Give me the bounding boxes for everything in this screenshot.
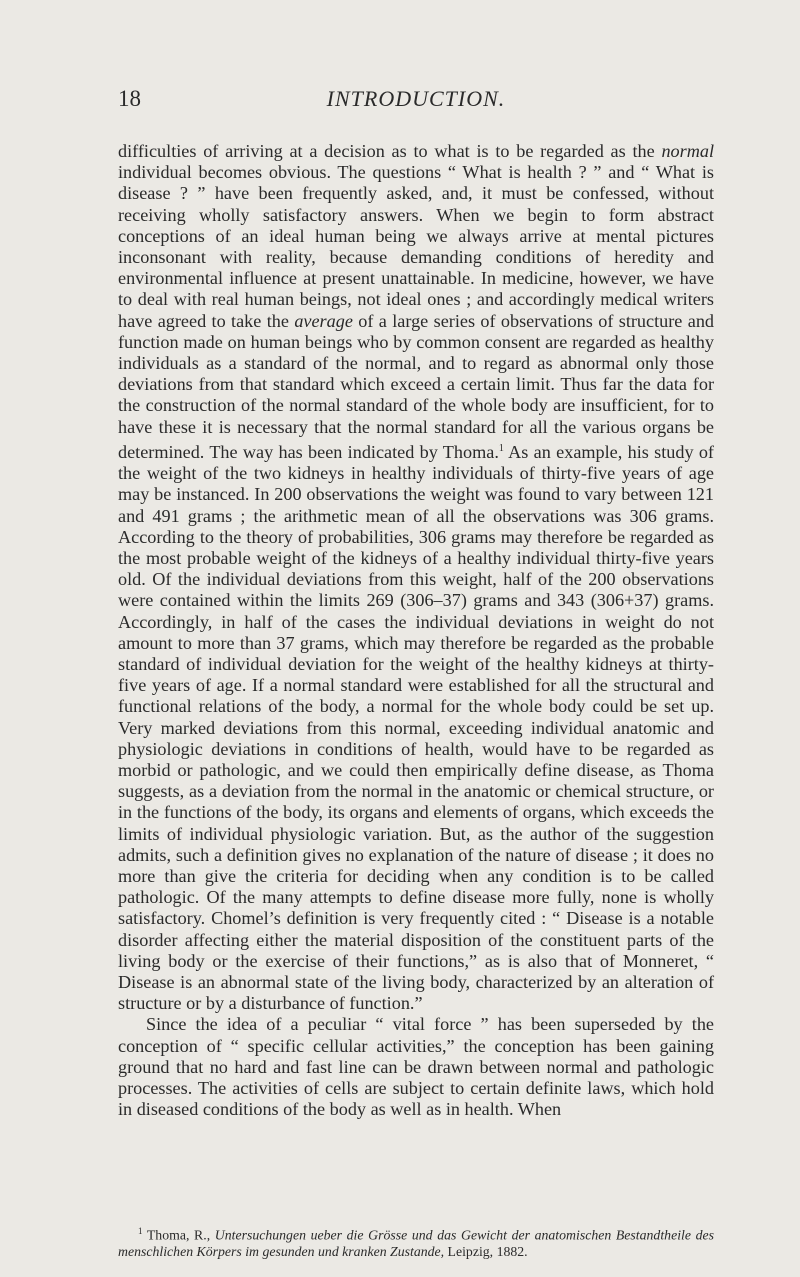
footnote-place: Leipzig, 1882.: [444, 1243, 528, 1259]
footnote-mark: 1: [138, 1226, 143, 1236]
footnote-reference: 1: [498, 442, 504, 454]
p1-emphasis-normal: normal: [661, 141, 714, 161]
p1-text-d: As an example, his study of the weight of the two kidneys in healthy individuals of thirty-five years of age may be instanced. In 200 observations the weight was found to vary between 121 and 491 grams ; the arithmetic mean of all the observations was 306 grams. According to the theory of probabilities, 306 grams may therefore be regarded as the most probable weight of the kidneys of a healthy individual thirty-five years old. Of the individual deviations from this weight, half of the 200 observations were contained within the limits 269 (306–37) grams and 343 (306+37) grams. Accordingly, in half of the cases the individual deviations in weight do not amount to more than 37 grams, which may therefore be regarded as the probable standard of individual deviation for the weight of the healthy kidneys at thirty-five years of age. If a normal standard were established for all the structural and functional relations of the body, a normal for the whole body could be set up. Very marked deviations from this normal, exceeding individual anatomic and physiologic deviations in conditions of health, would have to be regarded as morbid or pathologic, and we could then empirically define disease, as Thoma suggests, as a deviation from the normal in the anatomic or chemical structure, or in the functions of the body, its organs and elements of organs, which exceeds the limits of individual physiologic variation. But, as the author of the suggestion admits, such a definition gives no explanation of the nature of disease ; it does no more than give the criteria for deciding when any condition is to be called pathologic. Of the many attempts to define disease more fully, none is wholly satisfactory. Chomel’s definition is very frequently cited : “ Disease is a notable disorder affecting either the material disposition of the constituent parts of the living body or the exercise of their functions,” as is also that of Monneret, “ Disease is an abnormal state of the living body, characterized by an alteration of structure or by a disturbance of function.”: [118, 441, 714, 1014]
footnote: [118, 1223, 714, 1260]
p1-text-b: individual becomes obvious. The questions “ What is health ? ” and “ What is disease ? ” have been frequently asked, and, it must be confessed, without receiving wholly satisfactory answers. When we begin to form abstract conceptions of an ideal human being we always arrive at mental pictures inconsonant with reality, because demanding conditions of heredity and environmental influence at present unattainable. In medicine, however, we have to deal with real human beings, not ideal ones ; and accordingly medical writers have agreed to take the: [118, 162, 714, 331]
paragraph-1: [118, 141, 714, 1014]
p1-text-c: of a large series of observations of structure and function made on human beings who by common consent are regarded as healthy individuals as a standard of the normal, and to regard as abnormal only those deviations from that standard which exceed a certain limit. Thus far the data for the construction of the normal standard of the whole body are insufficient, for to have these it is necessary that the normal standard for all the various organs be determined. The way has been indicated by Thoma.: [118, 310, 715, 462]
p1-text-a: difficulties of arriving at a decision as to what is to be regarded as the: [118, 141, 662, 161]
footnote-author: Thoma, R.,: [142, 1227, 215, 1243]
running-title: INTRODUCTION.: [326, 86, 506, 111]
paragraph-2: Since the idea of a peculiar “ vital force ” has been superseded by the conception of “ specific cellular activities,” the conception has been gaining ground that no hard and fast line can be drawn between normal and pathologic processes. The activities of cells are subject to certain definite laws, which hold in diseased conditions of the body as well as in health. When: [118, 1014, 714, 1120]
body-text: [118, 141, 714, 1120]
p1-emphasis-average: average: [294, 310, 353, 331]
page-header: [118, 86, 714, 116]
page-number: 18: [118, 86, 141, 111]
footnote-title: Untersuchungen ueber die Grösse und das Gewicht der anatomischen Bestandtheile des menschlichen Körpers im gesunden und kranken Zustande,: [118, 1227, 715, 1259]
